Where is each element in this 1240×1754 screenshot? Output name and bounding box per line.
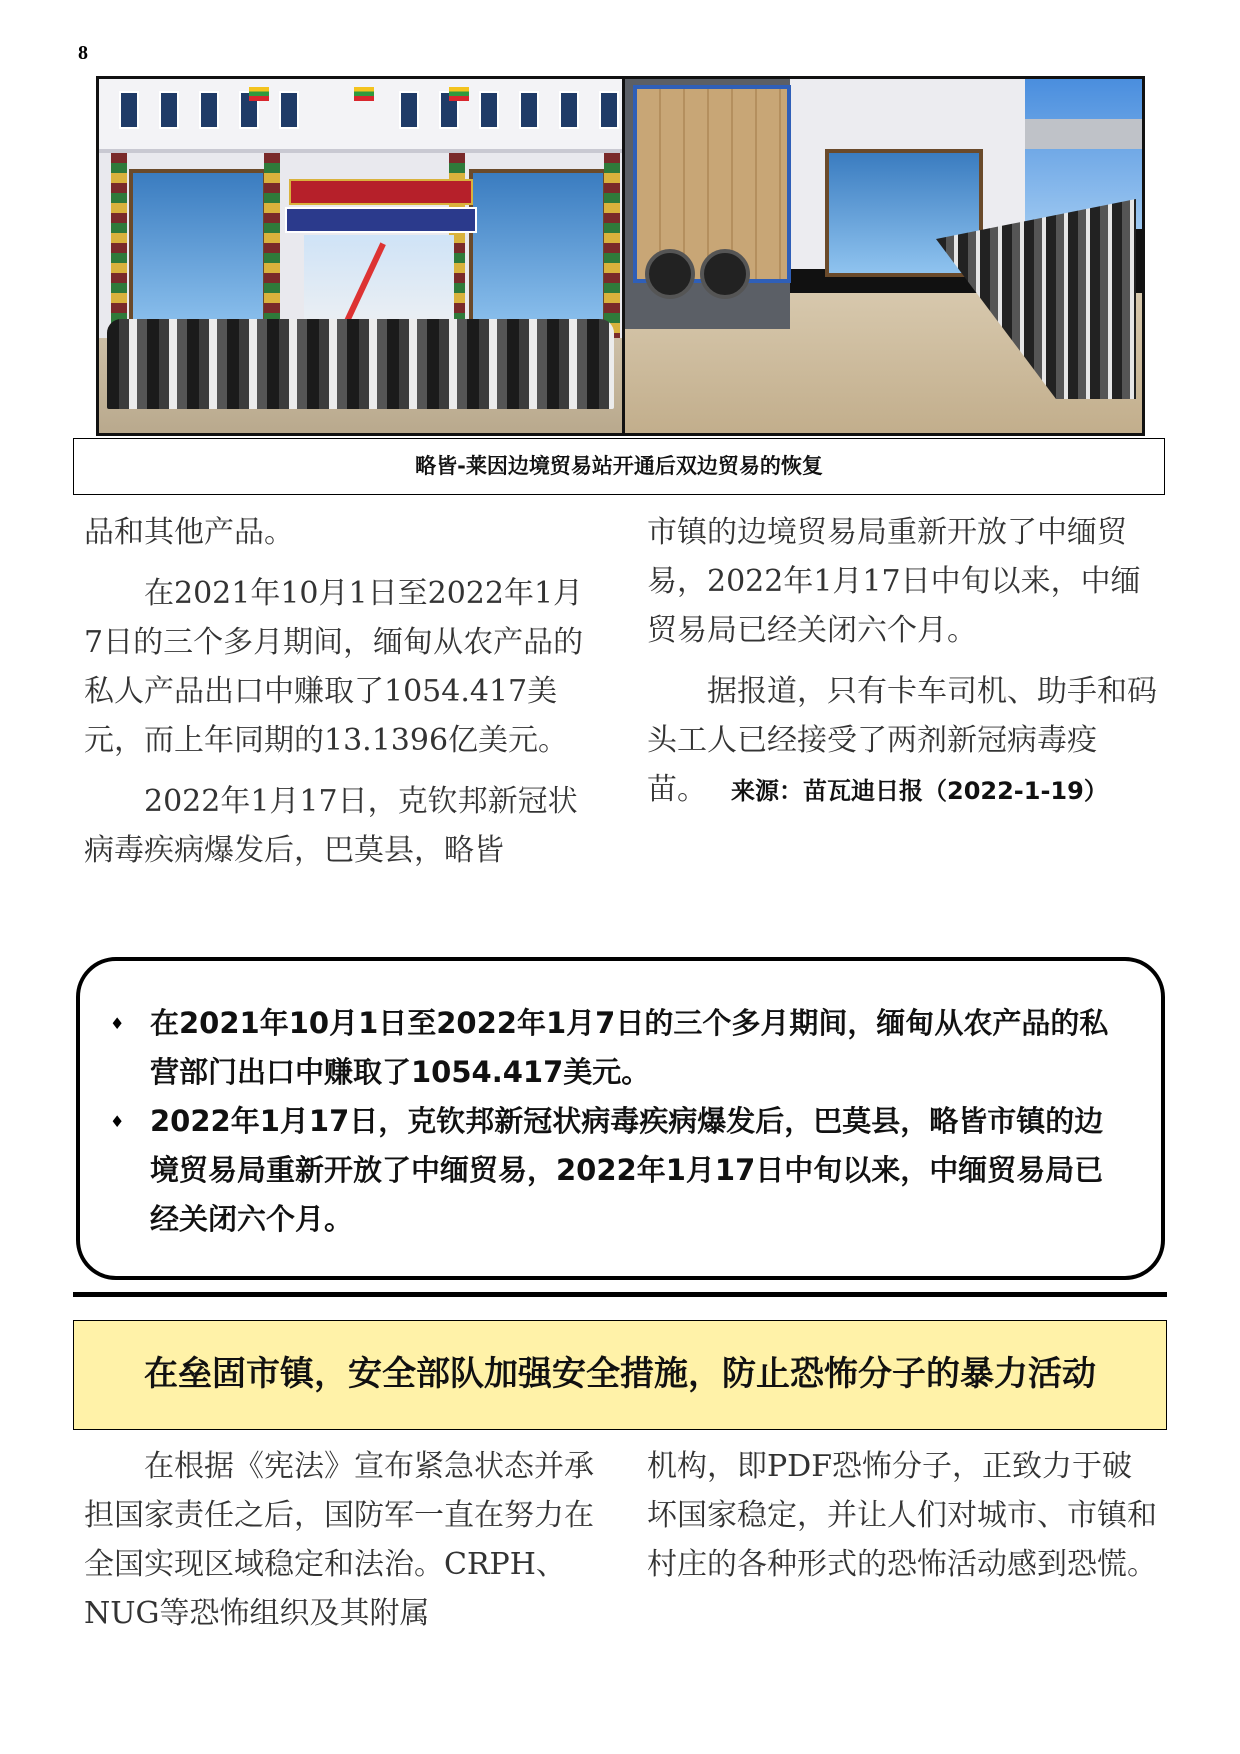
paragraph: 在根据《宪法》宣布紧急状态并承担国家责任之后，国防军一直在努力在全国实现区域稳定和法治。CRPH、NUG等恐怖组织及其附属 [84, 1449, 594, 1631]
paragraph: 2022年1月17日，克钦邦新冠状病毒疾病爆发后，巴莫县，略皆 [84, 784, 578, 868]
photo-border-gate-group [99, 79, 625, 433]
article2-headline: 在垒固市镇，安全部队加强安全措施，防止恐怖分子的暴力活动 [73, 1320, 1167, 1430]
article2-right-column [647, 1442, 1162, 1601]
paragraph: 在2021年10月1日至2022年1月7日的三个多月期间，缅甸从农产品的私人产品出口中赚取了1054.417美元，而上年同期的13.1396亿美元。 [84, 576, 584, 758]
paragraph: 机构，即PDF恐怖分子，正致力于破坏国家稳定，并让人们对城市、市镇和村庄的各种形式的恐怖活动感到恐慌。 [647, 1449, 1157, 1582]
summary-item: ♦ 在2021年10月1日至2022年1月7日的三个多月期间，缅甸从农产品的私营部门出口中赚取了1054.417美元。 [110, 999, 1131, 1097]
paragraph: 品和其他产品。 [84, 515, 294, 550]
cargo-truck [625, 79, 790, 329]
summary-item: ♦ 2022年1月17日，克钦邦新冠状病毒疾病爆发后，巴莫县，略皆市镇的边境贸易局重新开放了中缅贸易，2022年1月17日中旬以来，中缅贸易局已经关闭六个月。 [110, 1097, 1131, 1244]
article1-left-column [84, 508, 599, 887]
article2-left-column [84, 1442, 599, 1650]
paragraph-end-with-source [647, 765, 1162, 816]
paragraph: 据报道，只有卡车司机、助手和码头工人已经接受了两剂新冠病毒疫 [647, 674, 1157, 758]
photo-truck-at-gate [625, 79, 1143, 433]
group-of-officials [107, 319, 614, 409]
photo-panel [96, 76, 1145, 436]
summary-list [110, 999, 1131, 1244]
photo-caption: 略皆-莱因边境贸易站开通后双边贸易的恢复 [73, 438, 1165, 495]
summary-box [76, 957, 1165, 1280]
diamond-bullet-icon: ♦ [110, 1014, 125, 1033]
section-divider [73, 1292, 1167, 1297]
paragraph-end: 苗。 [647, 772, 707, 807]
source-credit: 来源：苗瓦迪日报（2022-1-19） [731, 777, 1108, 805]
paragraph: 市镇的边境贸易局重新开放了中缅贸易，2022年1月17日中旬以来，中缅贸易局已经关闭六个月。 [647, 515, 1141, 648]
article1-right-column [647, 508, 1162, 828]
diamond-bullet-icon: ♦ [110, 1112, 125, 1131]
page-number: 8 [78, 42, 88, 64]
